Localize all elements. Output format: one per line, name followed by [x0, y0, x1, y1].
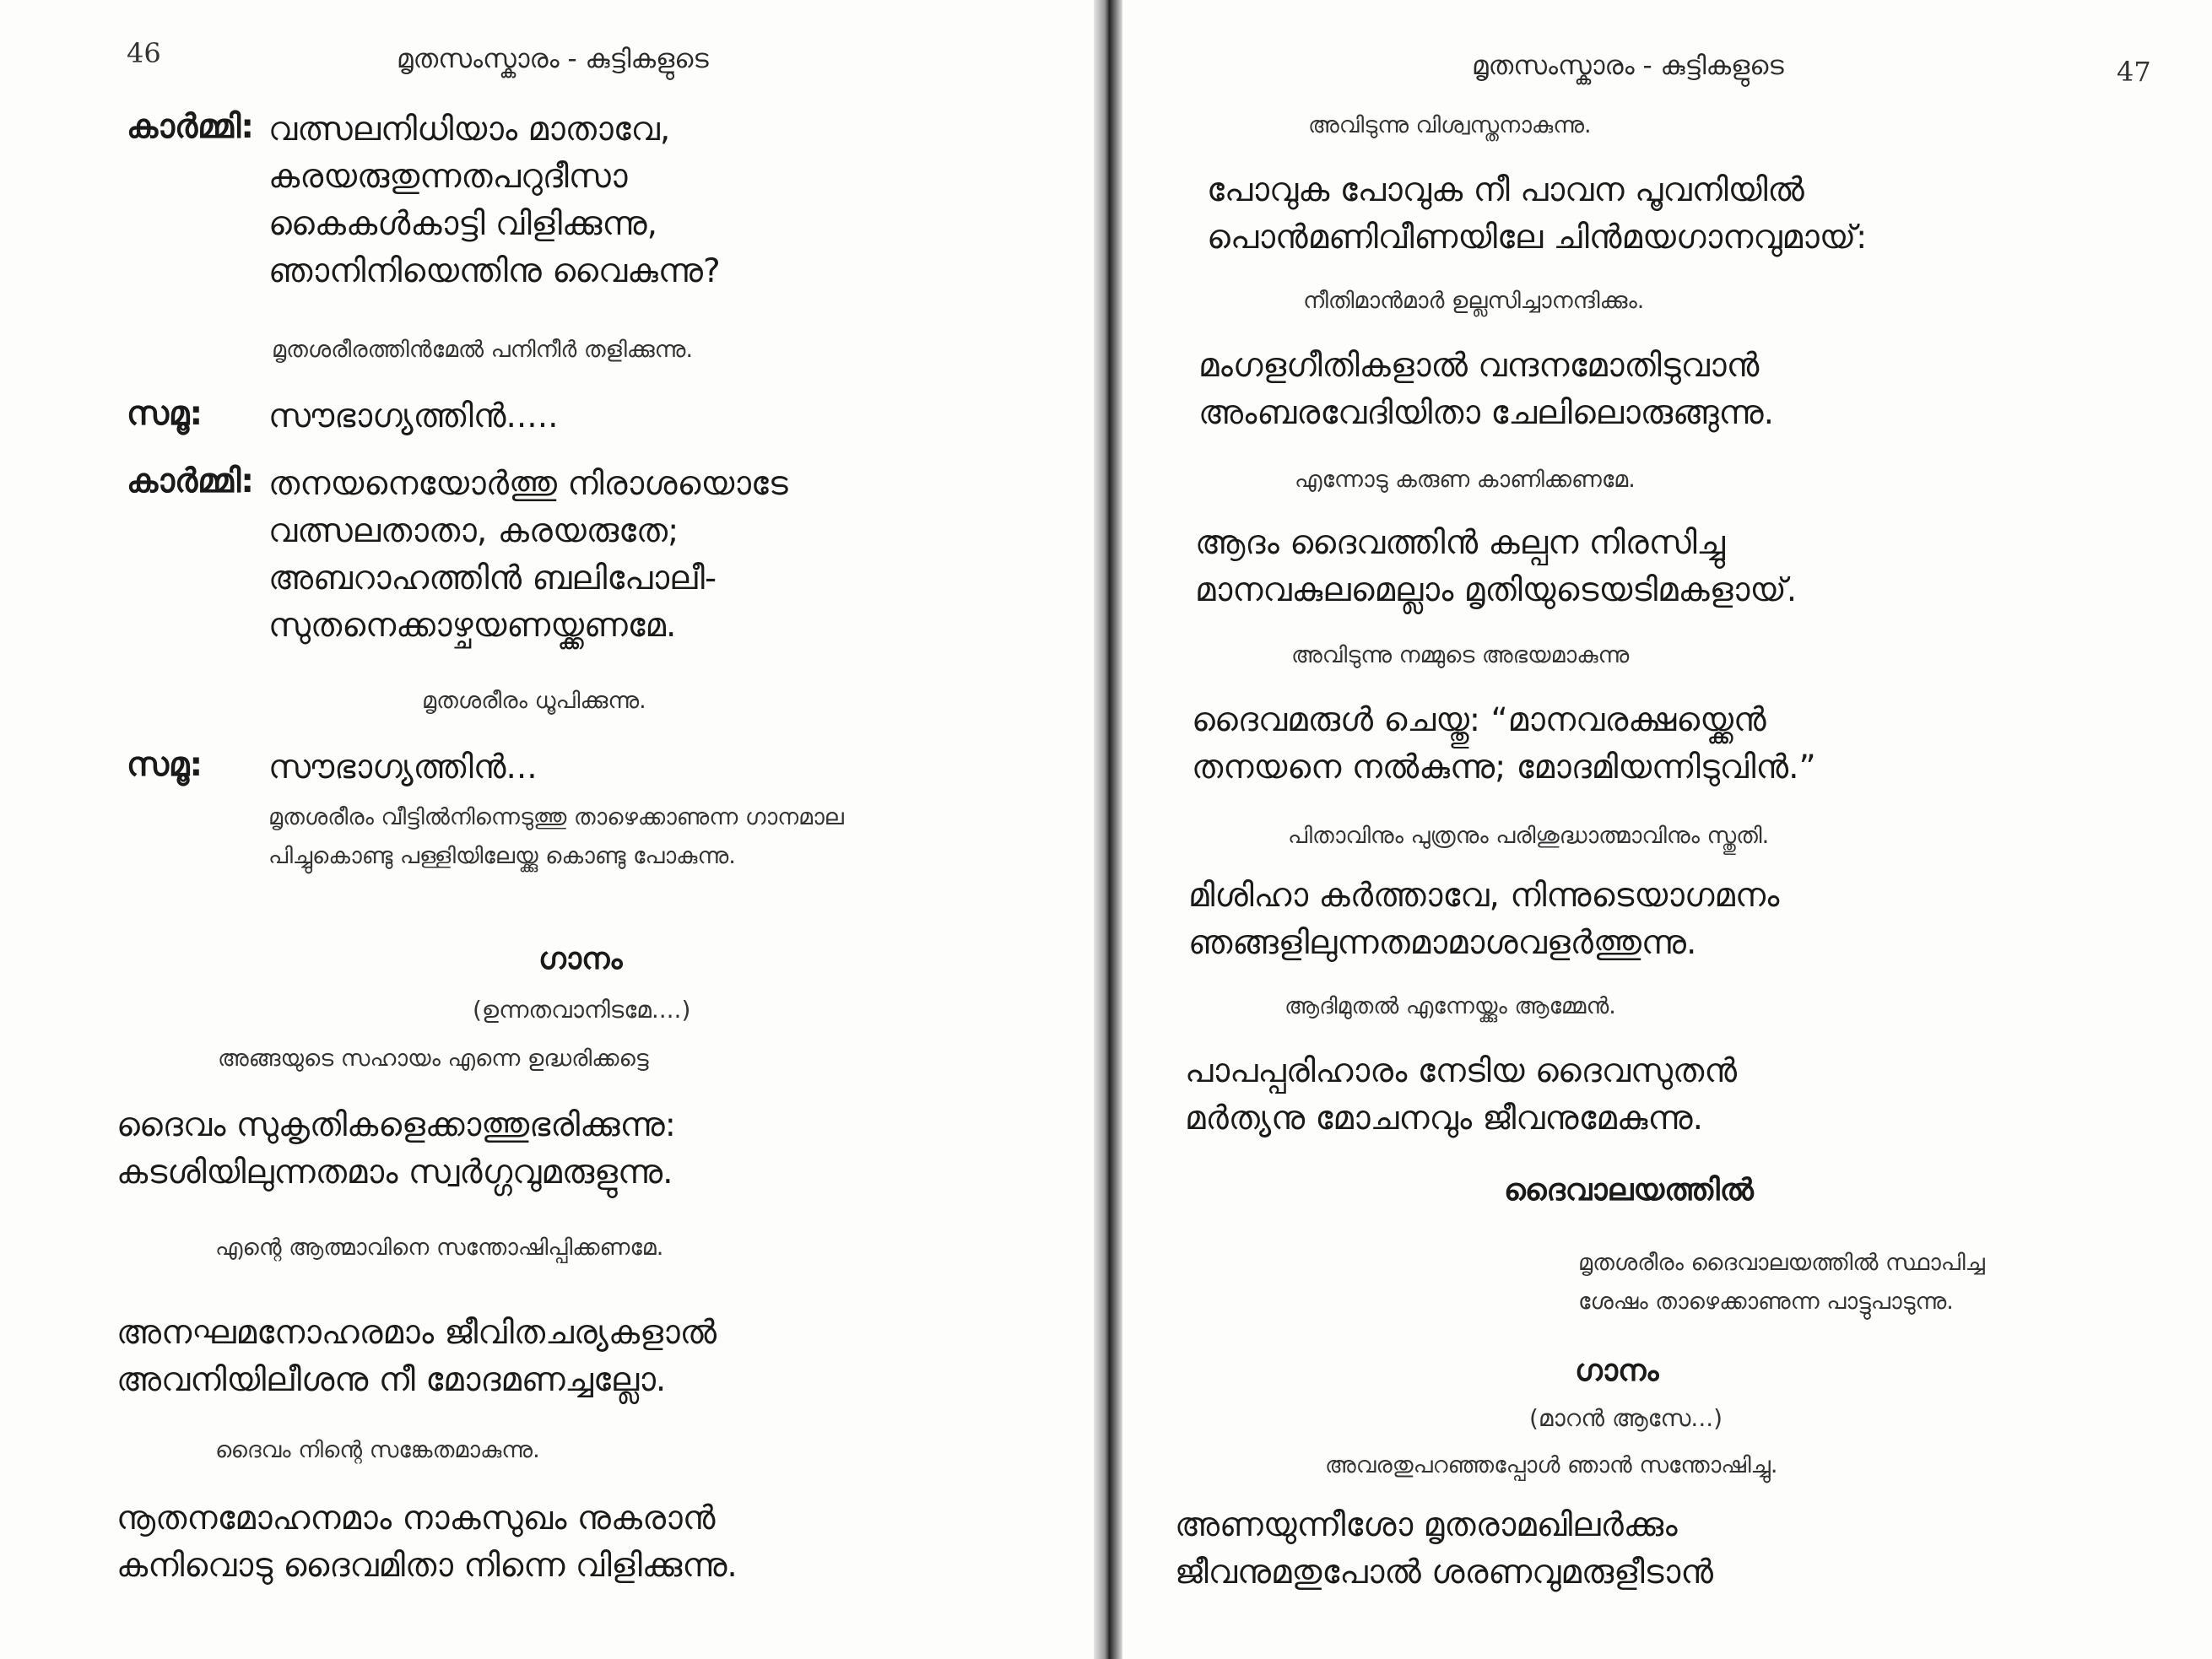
- section-heading: ദൈവാലയത്തിൽ: [1504, 1173, 1754, 1208]
- song-verse: പാപപ്പരിഹാരം നേടിയ ദൈവസുതൻ മർത്യനു മോചനവും ജീവനുമേകുന്നു.: [1185, 1052, 1737, 1138]
- response-line: എന്നോടു കരുണ കാണിക്കണമേ.: [1295, 467, 1636, 493]
- speaker-label: കാർമ്മി:: [127, 108, 254, 146]
- page-number: 47: [2117, 56, 2151, 88]
- response-line: അവിടുന്നു വിശ്വസ്തനാകുന്നു.: [1308, 112, 1592, 138]
- song-verse: മിശിഹാ കർത്താവേ, നിന്നുടെയാഗമനം ഞങ്ങളിലുന്നതമാമാശവളർത്തുന്നു.: [1188, 877, 1780, 962]
- response-line: ആദിമുതൽ എന്നേയ്ക്കും ആമ്മേൻ.: [1284, 993, 1616, 1019]
- song-verse: ആദം ദൈവത്തിൻ കല്പന നിരസിച്ചു മാനവകുലമെല്ലാം മൃതിയുടെയടിമകളായ്.: [1195, 524, 1798, 609]
- song-tune: (മാറൻ ആസേ...): [1529, 1404, 1723, 1432]
- running-head: മൃതസംസ്കാരം - കുട്ടികളുടെ: [397, 44, 709, 74]
- song-verse: ദൈവം സുകൃതികളെക്കാത്തുഭരിക്കുന്നു: കടശിയിലുന്നതമാം സ്വർഗ്ഗവുമരുളുന്നു.: [116, 1106, 676, 1192]
- left-page: [0, 0, 1094, 1659]
- response-line: ദൈവം നിന്റെ സങ്കേതമാകുന്നു.: [215, 1437, 540, 1463]
- response-text: സൗഭാഗ്യത്തിൻ...: [268, 748, 538, 786]
- song-heading: ഗാനം: [538, 942, 623, 976]
- speaker-label: സമൂ:: [127, 395, 203, 433]
- response-line: അവരതുപറഞ്ഞപ്പോൾ ഞാൻ സന്തോഷിച്ചു.: [1325, 1452, 1778, 1478]
- song-verse: അനഘമനോഹരമാം ജീവിതചര്യകളാൽ അവനിയിലീശനു നീ മോദമണച്ചല്ലോ.: [116, 1314, 717, 1399]
- response-line: അവിടുന്നു നമ്മുടെ അഭയമാകുന്നു: [1291, 642, 1630, 668]
- right-page: [1122, 0, 2212, 1659]
- song-heading: ഗാനം: [1575, 1354, 1659, 1388]
- song-tune: (ഉന്നതവാനിടമേ....): [473, 996, 691, 1024]
- prayer-lines: വത്സലനിധിയാം മാതാവേ, കരയരുതുന്നതപറുദീസാ കൈകൾകാട്ടി വിളിക്കുന്നു, ഞാനിനിയെന്തിനു വൈകുന്നു?: [268, 111, 721, 290]
- speaker-label: കാർമ്മി:: [127, 462, 254, 500]
- rubric: മൃതശരീരം വീട്ടിൽനിന്നെടുത്തു താഴെക്കാണുന്ന ഗാനമാല പിച്ചുകൊണ്ടു പള്ളിയിലേയ്ക്കു കൊണ്ടു പോകുന്നു.: [268, 804, 844, 869]
- page-number: 46: [127, 37, 161, 69]
- song-verse: നൂതനമോഹനമാം നാകസുഖം നുകരാൻ കനിവൊടു ദൈവമിതാ നിന്നെ വിളിക്കുന്നു.: [116, 1500, 738, 1585]
- response-line: എന്റെ ആത്മാവിനെ സന്തോഷിപ്പിക്കണമേ.: [215, 1235, 664, 1261]
- song-verse: അണയുന്നീശോ മൃതരാമഖിലർക്കും ജീവനുമതുപോൽ ശരണവുമരുളീടാൻ: [1175, 1506, 1713, 1591]
- response-line: അങ്ങയുടെ സഹായം എന്നെ ഉദ്ധരിക്കട്ടെ: [218, 1046, 649, 1072]
- response-line: നീതിമാൻമാർ ഉല്ലസിച്ചാനന്ദിക്കും.: [1303, 288, 1645, 314]
- response-line: പിതാവിനും പുത്രനും പരിശുദ്ധാത്മാവിനും സ്തുതി.: [1288, 823, 1770, 849]
- song-verse: പോവുക പോവുക നീ പാവന പൂവനിയിൽ പൊൻമണിവീണയിലേ ചിൻമയഗാനവുമായ്:: [1207, 171, 1868, 257]
- response-text: സൗഭാഗ്യത്തിൻ.....: [268, 397, 559, 435]
- book-gutter: [1094, 0, 1122, 1659]
- song-verse: മംഗളഗീതികളാൽ വന്ദനമോതിടുവാൻ അംബരവേദിയിതാ ചേലിലൊരുങ്ങുന്നു.: [1198, 347, 1775, 432]
- rubric: മൃതശരീരം ധൂപിക്കുന്നു.: [422, 688, 646, 714]
- prayer-lines: തനയനെയോർത്തു നിരാശയൊടേ വത്സലതാതാ, കരയരുതേ; അബറാഹത്തിൻ ബലിപോലീ- സുതനെക്കാഴ്ചയണയ്ക്കണമേ.: [268, 465, 788, 645]
- rubric: മൃതശരീരത്തിൻമേൽ പനിനീർ തളിക്കുന്നു.: [272, 337, 694, 363]
- speaker-label: സമൂ:: [127, 746, 203, 784]
- rubric: മൃതശരീരം ദൈവാലയത്തിൽ സ്ഥാപിച്ച ശേഷം താഴെക്കാണുന്ന പാട്ടുപാടുന്നു.: [1578, 1250, 1985, 1315]
- running-head: മൃതസംസ്കാരം - കുട്ടികളുടെ: [1472, 51, 1784, 81]
- song-verse: ദൈവമരുൾ ചെയ്തു: “മാനവരക്ഷയ്ക്കെൻ തനയനെ നൽകുന്നു; മോദമിയന്നിടുവിൻ.”: [1192, 701, 1816, 786]
